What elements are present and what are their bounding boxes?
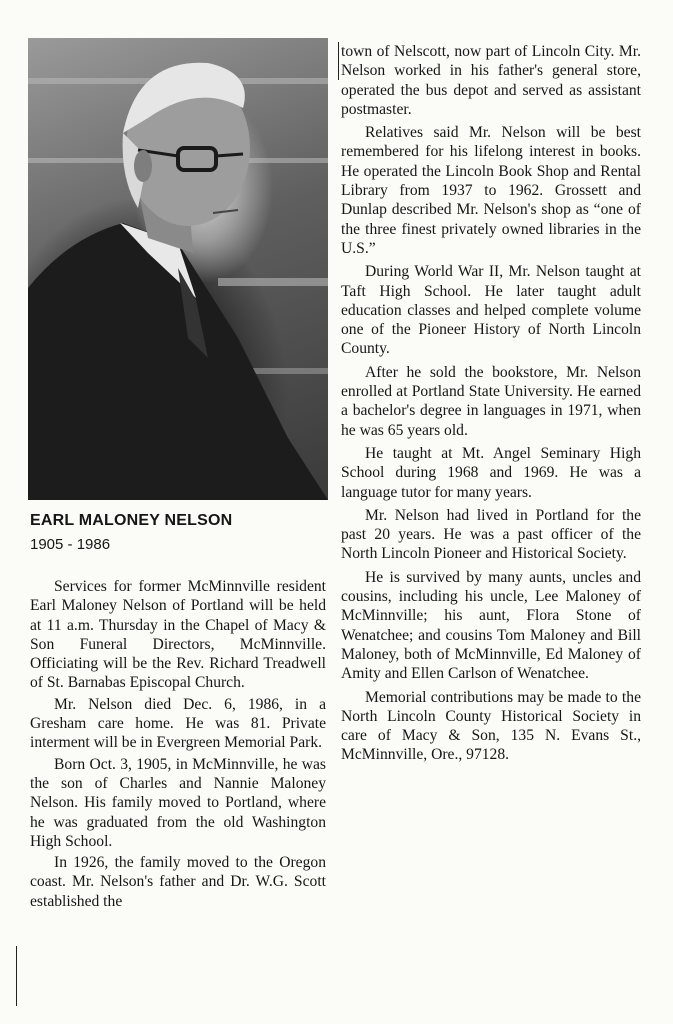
- margin-mark-right-top: [338, 42, 339, 80]
- portrait-photo: [28, 38, 328, 500]
- paragraph: Born Oct. 3, 1905, in McMinnville, he was the son of Charles and Nannie Maloney Nelson. His family moved to Portland, where he was graduated from the old Washington High School.: [30, 755, 326, 850]
- paragraph: town of Nelscott, now part of Lincoln City. Mr. Nelson worked in his father's general store, operated the bus depot and served as assistant postmaster.: [341, 43, 641, 118]
- left-column: [30, 577, 326, 911]
- margin-mark-left: [16, 946, 17, 1006]
- portrait-illustration: [28, 38, 328, 500]
- paragraph: Services for former McMinnville resident Earl Maloney Nelson of Portland will be held at 11 a.m. Thursday in the Chapel of Macy & Son Funeral Directors, McMinnville. Officiating will be the Rev. Richard Treadwell of St. Barnabas Episcopal Church.: [30, 578, 326, 692]
- paragraph: During World War II, Mr. Nelson taught at Taft High School. He later taught adult education classes and helped complete volume one of the Pioneer History of North Lincoln County.: [341, 263, 641, 358]
- paragraph: He is survived by many aunts, uncles and cousins, including his uncle, Lee Maloney of McMinnville; his aunt, Flora Stone of Wenatchee; and cousins Tom Maloney and Bill Maloney, both of McMinnville, Ed Maloney of Amity and Ellen Carlson of Wenatchee.: [341, 568, 641, 683]
- paragraph: He taught at Mt. Angel Seminary High School during 1968 and 1969. He was a language tutor for many years.: [341, 444, 641, 501]
- paragraph: Mr. Nelson died Dec. 6, 1986, in a Gresham care home. He was 81. Private interment will be in Evergreen Memorial Park.: [30, 695, 326, 752]
- paragraph: In 1926, the family moved to the Oregon coast. Mr. Nelson's father and Dr. W.G. Scott established the: [30, 854, 326, 910]
- paragraph: Memorial contributions may be made to the North Lincoln County Historical Society in care of Macy & Son, 135 N. Evans St., McMinnville, Ore., 97128.: [341, 688, 641, 764]
- paragraph: Mr. Nelson had lived in Portland for the past 20 years. He was a past officer of the North Lincoln Pioneer and Historical Society.: [341, 506, 641, 563]
- obituary-years: 1905 - 1986: [30, 536, 111, 553]
- obituary-name: EARL MALONEY NELSON: [30, 512, 233, 529]
- paragraph: After he sold the bookstore, Mr. Nelson enrolled at Portland State University. He earned a bachelor's degree in languages in 1971, when he was 65 years old.: [341, 363, 641, 439]
- paragraph: Relatives said Mr. Nelson will be best remembered for his lifelong interest in books. He operated the Lincoln Book Shop and Rental Library from 1937 to 1962. Grossett and Dunlap described Mr. Nelson's shop as “one of the three finest privately owned libraries in the U.S.”: [341, 124, 641, 257]
- right-column: [341, 42, 641, 765]
